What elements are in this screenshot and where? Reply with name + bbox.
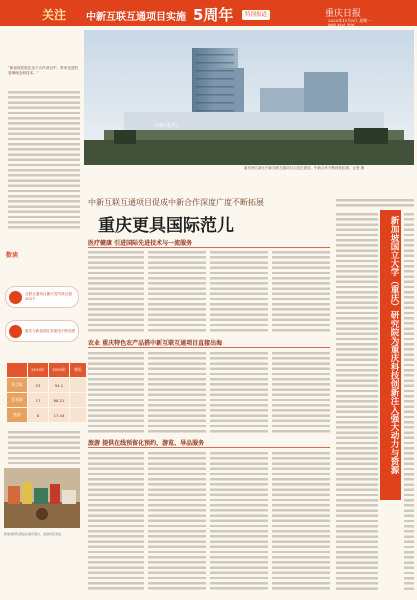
right-text-block [336, 198, 414, 208]
products-caption: 新加坡特色商品在重庆展出，受到市民欢迎。 [4, 532, 65, 536]
table-cell: 旅游 [7, 408, 28, 423]
body-text-block [272, 451, 330, 591]
right-text-block [404, 212, 414, 592]
data-tag: 数读 [6, 252, 19, 259]
info-icon [9, 325, 22, 338]
building-sign: 中新(重庆) [154, 123, 178, 129]
table-cell: 8 [28, 408, 49, 423]
table-row [7, 408, 87, 423]
body-text-block [272, 250, 330, 334]
building-illustration [84, 30, 414, 165]
left-text-block [8, 430, 80, 464]
table-cell [70, 408, 87, 423]
left-quote-block [8, 66, 80, 77]
article-headline: 重庆更具国际范儿 [98, 216, 234, 236]
vertical-title-bar [380, 210, 401, 500]
body-text-block [148, 351, 206, 433]
table-cell [70, 393, 87, 408]
section-title-medical: 医疗健康 引进国际先进技术与一流服务 [88, 240, 193, 247]
header-meta [328, 18, 371, 28]
right-text-block [336, 212, 378, 592]
info-text: 互联互通项目累计签约项目超200个 [25, 292, 72, 301]
products-illustration [4, 468, 80, 528]
header-special: 特别报道 [244, 12, 267, 18]
info-text: 重庆与新加坡往来航线不断加密 [25, 328, 76, 333]
vertical-title: 新加坡国立大学（重庆）研究院为重庆科技创新注入强大动力与资源 [389, 216, 399, 474]
header-title: 中新互联互通项目实施 [86, 12, 186, 23]
body-text-block [210, 351, 268, 433]
section-title-agri: 农业 重庆特色农产品搭中新互联互通项目直接出海 [88, 340, 223, 347]
info-box [5, 320, 79, 342]
info-icon [9, 291, 22, 304]
body-text-block [148, 451, 206, 591]
table-cell: 94.1 [49, 378, 70, 393]
table-cell: 68.21 [49, 393, 70, 408]
header-guanzhu: 关注 [42, 8, 67, 22]
header-years: 5周年 [193, 6, 234, 24]
table-cell: 17 [28, 393, 49, 408]
products-photo [4, 468, 80, 528]
body-text-block [88, 351, 144, 433]
stats-table [6, 362, 87, 423]
body-text-block [88, 451, 144, 591]
info-box [5, 286, 79, 308]
article-subhead: 中新互联互通项目促成中新合作深度广度不断拓展 [88, 198, 264, 207]
meta-line2: 编辑 校对 美编 [328, 23, 355, 28]
brand-name: 重庆日报 [325, 9, 362, 19]
header-special-badge [242, 10, 270, 20]
section-rule [88, 347, 330, 348]
table-header: 2020年 [49, 363, 70, 378]
left-text-block [8, 90, 80, 230]
section-rule [88, 447, 330, 448]
body-text-block [148, 250, 206, 334]
table-cell: 项目数 [7, 378, 28, 393]
body-text-block [88, 250, 144, 334]
body-text-block [210, 451, 268, 591]
table-cell: 贸易额 [7, 393, 28, 408]
table-header [7, 363, 28, 378]
table-cell: 23 [28, 378, 49, 393]
body-text-block [272, 351, 330, 433]
section-title-tourism: 旅游 提供在线预留化预约，游览、导品服务 [88, 440, 205, 447]
left-quote: “新加坡医院在这个合作项目中，带来先进的管理理念和技术。” [8, 66, 79, 76]
hero-photo [84, 30, 414, 165]
table-row [7, 378, 87, 393]
photo-caption: 重庆两江新区中新互联互通项目示范区建设，中新合作不断深化拓展。记者 摄 [244, 166, 365, 170]
table-header: 增长 [70, 363, 87, 378]
body-text-block [210, 250, 268, 334]
table-header: 2019年 [28, 363, 49, 378]
section-rule [88, 247, 330, 248]
table-cell [70, 378, 87, 393]
table-cell: 17.44 [49, 408, 70, 423]
meta-line1: 2020年11月8日 星期一 [328, 18, 372, 23]
table-row [7, 393, 87, 408]
